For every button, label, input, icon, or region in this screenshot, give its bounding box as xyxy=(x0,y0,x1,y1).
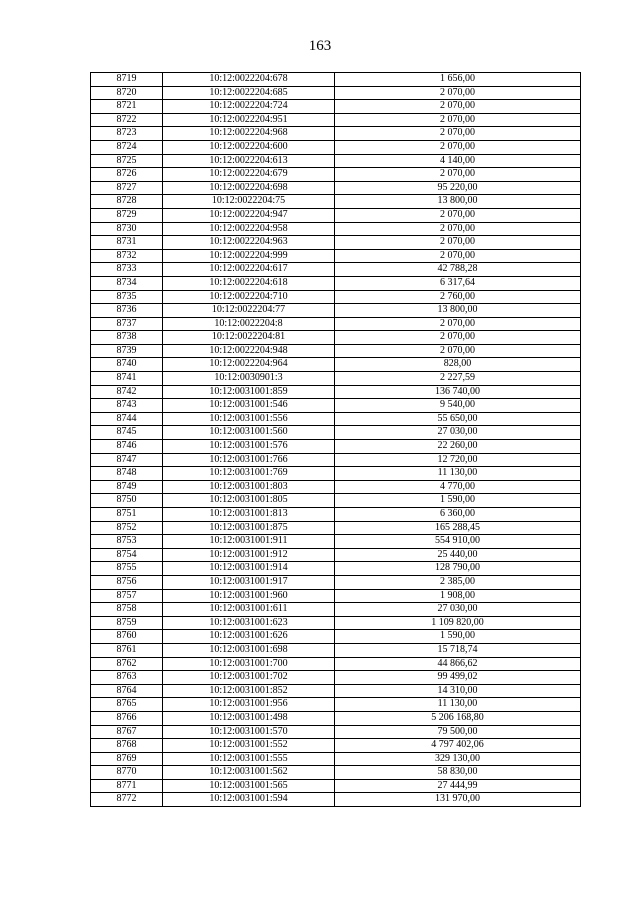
table-row xyxy=(91,739,581,753)
cadastral-number-cell: 10:12:0022204:963 xyxy=(163,236,335,250)
row-number-cell: 8736 xyxy=(91,304,163,318)
cadastral-value-cell: 131 970,00 xyxy=(335,793,581,807)
cadastral-value-cell: 1 590,00 xyxy=(335,630,581,644)
cadastral-value-cell: 2 070,00 xyxy=(335,100,581,114)
table-row xyxy=(91,86,581,100)
cadastral-value-cell: 828,00 xyxy=(335,358,581,372)
cadastral-number-cell: 10:12:0031001:556 xyxy=(163,412,335,426)
table-row xyxy=(91,521,581,535)
row-number-cell: 8720 xyxy=(91,86,163,100)
cadastral-number-cell: 10:12:0031001:611 xyxy=(163,603,335,617)
cadastral-value-cell: 25 440,00 xyxy=(335,548,581,562)
row-number-cell: 8769 xyxy=(91,752,163,766)
table-row xyxy=(91,304,581,318)
cadastral-number-cell: 10:12:0022204:613 xyxy=(163,154,335,168)
cadastral-number-cell: 10:12:0022204:964 xyxy=(163,358,335,372)
cadastral-value-cell: 2 070,00 xyxy=(335,317,581,331)
cadastral-number-cell: 10:12:0022204:951 xyxy=(163,113,335,127)
cadastral-value-cell: 22 260,00 xyxy=(335,440,581,454)
table-row xyxy=(91,222,581,236)
row-number-cell: 8767 xyxy=(91,725,163,739)
cadastral-number-cell: 10:12:0022204:600 xyxy=(163,140,335,154)
cadastral-value-cell: 27 030,00 xyxy=(335,426,581,440)
cadastral-value-cell: 165 288,45 xyxy=(335,521,581,535)
cadastral-value-cell: 1 109 820,00 xyxy=(335,616,581,630)
cadastral-value-cell: 99 499,02 xyxy=(335,671,581,685)
row-number-cell: 8754 xyxy=(91,548,163,562)
row-number-cell: 8740 xyxy=(91,358,163,372)
row-number-cell: 8725 xyxy=(91,154,163,168)
cadastral-number-cell: 10:12:0031001:960 xyxy=(163,589,335,603)
row-number-cell: 8749 xyxy=(91,480,163,494)
cadastral-value-cell: 2 070,00 xyxy=(335,86,581,100)
cadastral-value-cell: 6 360,00 xyxy=(335,508,581,522)
cadastral-number-cell: 10:12:0022204:968 xyxy=(163,127,335,141)
cadastral-value-table xyxy=(90,72,581,807)
cadastral-number-cell: 10:12:0031001:914 xyxy=(163,562,335,576)
cadastral-number-cell: 10:12:0022204:617 xyxy=(163,263,335,277)
table-row xyxy=(91,263,581,277)
cadastral-number-cell: 10:12:0031001:803 xyxy=(163,480,335,494)
row-number-cell: 8731 xyxy=(91,236,163,250)
table-row xyxy=(91,440,581,454)
cadastral-value-cell: 79 500,00 xyxy=(335,725,581,739)
cadastral-value-cell: 2 385,00 xyxy=(335,575,581,589)
table-row xyxy=(91,399,581,413)
table-row xyxy=(91,562,581,576)
cadastral-number-cell: 10:12:0031001:546 xyxy=(163,399,335,413)
row-number-cell: 8733 xyxy=(91,263,163,277)
row-number-cell: 8723 xyxy=(91,127,163,141)
row-number-cell: 8768 xyxy=(91,739,163,753)
cadastral-number-cell: 10:12:0031001:859 xyxy=(163,385,335,399)
row-number-cell: 8737 xyxy=(91,317,163,331)
row-number-cell: 8727 xyxy=(91,181,163,195)
cadastral-value-cell: 1 908,00 xyxy=(335,589,581,603)
cadastral-number-cell: 10:12:0031001:570 xyxy=(163,725,335,739)
row-number-cell: 8753 xyxy=(91,535,163,549)
cadastral-number-cell: 10:12:0031001:576 xyxy=(163,440,335,454)
table-row xyxy=(91,752,581,766)
row-number-cell: 8752 xyxy=(91,521,163,535)
table-row xyxy=(91,412,581,426)
table-row xyxy=(91,711,581,725)
table-row xyxy=(91,453,581,467)
row-number-cell: 8732 xyxy=(91,249,163,263)
row-number-cell: 8739 xyxy=(91,344,163,358)
cadastral-value-cell: 11 130,00 xyxy=(335,467,581,481)
cadastral-value-cell: 2 070,00 xyxy=(335,140,581,154)
cadastral-value-cell: 329 130,00 xyxy=(335,752,581,766)
table-row xyxy=(91,154,581,168)
cadastral-value-cell: 9 540,00 xyxy=(335,399,581,413)
table-row xyxy=(91,331,581,345)
cadastral-value-cell: 2 070,00 xyxy=(335,344,581,358)
cadastral-value-cell: 2 070,00 xyxy=(335,113,581,127)
cadastral-number-cell: 10:12:0031001:805 xyxy=(163,494,335,508)
cadastral-value-cell: 42 788,28 xyxy=(335,263,581,277)
cadastral-number-cell: 10:12:0022204:679 xyxy=(163,168,335,182)
cadastral-value-cell: 1 590,00 xyxy=(335,494,581,508)
table-row xyxy=(91,589,581,603)
table-row xyxy=(91,698,581,712)
cadastral-number-cell: 10:12:0031001:852 xyxy=(163,684,335,698)
table-body xyxy=(91,73,581,807)
table-row xyxy=(91,276,581,290)
cadastral-number-cell: 10:12:0022204:710 xyxy=(163,290,335,304)
table-row xyxy=(91,236,581,250)
cadastral-number-cell: 10:12:0031001:917 xyxy=(163,575,335,589)
cadastral-number-cell: 10:12:0022204:81 xyxy=(163,331,335,345)
table-row xyxy=(91,113,581,127)
cadastral-number-cell: 10:12:0022204:698 xyxy=(163,181,335,195)
row-number-cell: 8750 xyxy=(91,494,163,508)
row-number-cell: 8771 xyxy=(91,779,163,793)
cadastral-number-cell: 10:12:0022204:947 xyxy=(163,208,335,222)
row-number-cell: 8757 xyxy=(91,589,163,603)
cadastral-number-cell: 10:12:0031001:766 xyxy=(163,453,335,467)
table-row xyxy=(91,249,581,263)
row-number-cell: 8729 xyxy=(91,208,163,222)
cadastral-value-cell: 2 070,00 xyxy=(335,236,581,250)
table-row xyxy=(91,208,581,222)
table-row xyxy=(91,344,581,358)
cadastral-value-cell: 11 130,00 xyxy=(335,698,581,712)
cadastral-value-cell: 4 140,00 xyxy=(335,154,581,168)
row-number-cell: 8755 xyxy=(91,562,163,576)
cadastral-number-cell: 10:12:0031001:594 xyxy=(163,793,335,807)
cadastral-number-cell: 10:12:0031001:626 xyxy=(163,630,335,644)
cadastral-number-cell: 10:12:0031001:875 xyxy=(163,521,335,535)
table-row xyxy=(91,480,581,494)
cadastral-number-cell: 10:12:0031001:702 xyxy=(163,671,335,685)
cadastral-value-cell: 27 444,99 xyxy=(335,779,581,793)
table-row xyxy=(91,385,581,399)
table-row xyxy=(91,372,581,386)
table-row xyxy=(91,643,581,657)
cadastral-value-cell: 44 866,62 xyxy=(335,657,581,671)
row-number-cell: 8764 xyxy=(91,684,163,698)
table-row xyxy=(91,426,581,440)
row-number-cell: 8766 xyxy=(91,711,163,725)
table-row xyxy=(91,671,581,685)
row-number-cell: 8756 xyxy=(91,575,163,589)
row-number-cell: 8770 xyxy=(91,766,163,780)
cadastral-value-cell: 13 800,00 xyxy=(335,304,581,318)
table-row xyxy=(91,168,581,182)
row-number-cell: 8719 xyxy=(91,73,163,87)
cadastral-value-cell: 136 740,00 xyxy=(335,385,581,399)
cadastral-value-cell: 58 830,00 xyxy=(335,766,581,780)
cadastral-value-cell: 2 070,00 xyxy=(335,222,581,236)
cadastral-value-cell: 128 790,00 xyxy=(335,562,581,576)
cadastral-number-cell: 10:12:0031001:552 xyxy=(163,739,335,753)
cadastral-number-cell: 10:12:0022204:685 xyxy=(163,86,335,100)
cadastral-value-cell: 14 310,00 xyxy=(335,684,581,698)
cadastral-value-cell: 5 206 168,80 xyxy=(335,711,581,725)
table-row xyxy=(91,317,581,331)
row-number-cell: 8760 xyxy=(91,630,163,644)
cadastral-number-cell: 10:12:0031001:956 xyxy=(163,698,335,712)
cadastral-number-cell: 10:12:0031001:912 xyxy=(163,548,335,562)
table-row xyxy=(91,181,581,195)
cadastral-number-cell: 10:12:0031001:813 xyxy=(163,508,335,522)
row-number-cell: 8738 xyxy=(91,331,163,345)
cadastral-value-cell: 6 317,64 xyxy=(335,276,581,290)
table-row xyxy=(91,603,581,617)
row-number-cell: 8728 xyxy=(91,195,163,209)
cadastral-value-cell: 4 770,00 xyxy=(335,480,581,494)
cadastral-value-cell: 2 760,00 xyxy=(335,290,581,304)
table-row xyxy=(91,290,581,304)
row-number-cell: 8722 xyxy=(91,113,163,127)
table-row xyxy=(91,630,581,644)
row-number-cell: 8742 xyxy=(91,385,163,399)
table-row xyxy=(91,548,581,562)
table-row xyxy=(91,684,581,698)
cadastral-value-cell: 2 070,00 xyxy=(335,249,581,263)
row-number-cell: 8747 xyxy=(91,453,163,467)
cadastral-value-cell: 12 720,00 xyxy=(335,453,581,467)
cadastral-number-cell: 10:12:0022204:948 xyxy=(163,344,335,358)
cadastral-value-cell: 4 797 402,06 xyxy=(335,739,581,753)
row-number-cell: 8745 xyxy=(91,426,163,440)
cadastral-number-cell: 10:12:0030901:3 xyxy=(163,372,335,386)
cadastral-value-cell: 2 070,00 xyxy=(335,168,581,182)
table-row xyxy=(91,657,581,671)
cadastral-value-cell: 27 030,00 xyxy=(335,603,581,617)
table-row xyxy=(91,494,581,508)
cadastral-number-cell: 10:12:0031001:911 xyxy=(163,535,335,549)
table-row xyxy=(91,779,581,793)
table-row xyxy=(91,793,581,807)
cadastral-value-cell: 2 070,00 xyxy=(335,208,581,222)
cadastral-value-cell: 55 650,00 xyxy=(335,412,581,426)
table-row xyxy=(91,358,581,372)
cadastral-number-cell: 10:12:0031001:560 xyxy=(163,426,335,440)
row-number-cell: 8763 xyxy=(91,671,163,685)
cadastral-value-cell: 15 718,74 xyxy=(335,643,581,657)
row-number-cell: 8735 xyxy=(91,290,163,304)
cadastral-number-cell: 10:12:0022204:999 xyxy=(163,249,335,263)
table-row xyxy=(91,725,581,739)
row-number-cell: 8746 xyxy=(91,440,163,454)
cadastral-number-cell: 10:12:0022204:77 xyxy=(163,304,335,318)
cadastral-number-cell: 10:12:0031001:555 xyxy=(163,752,335,766)
cadastral-value-cell: 1 656,00 xyxy=(335,73,581,87)
table-row xyxy=(91,467,581,481)
cadastral-value-cell: 554 910,00 xyxy=(335,535,581,549)
row-number-cell: 8741 xyxy=(91,372,163,386)
cadastral-value-cell: 2 227,59 xyxy=(335,372,581,386)
cadastral-value-cell: 95 220,00 xyxy=(335,181,581,195)
row-number-cell: 8721 xyxy=(91,100,163,114)
row-number-cell: 8734 xyxy=(91,276,163,290)
table-row xyxy=(91,766,581,780)
cadastral-number-cell: 10:12:0022204:724 xyxy=(163,100,335,114)
table-row xyxy=(91,616,581,630)
cadastral-number-cell: 10:12:0022204:8 xyxy=(163,317,335,331)
cadastral-number-cell: 10:12:0031001:700 xyxy=(163,657,335,671)
table-row xyxy=(91,575,581,589)
cadastral-number-cell: 10:12:0022204:958 xyxy=(163,222,335,236)
table-row xyxy=(91,508,581,522)
table-row xyxy=(91,127,581,141)
cadastral-number-cell: 10:12:0031001:769 xyxy=(163,467,335,481)
cadastral-number-cell: 10:12:0022204:678 xyxy=(163,73,335,87)
cadastral-value-cell: 2 070,00 xyxy=(335,331,581,345)
row-number-cell: 8761 xyxy=(91,643,163,657)
table-row xyxy=(91,535,581,549)
table-row xyxy=(91,140,581,154)
row-number-cell: 8744 xyxy=(91,412,163,426)
cadastral-number-cell: 10:12:0031001:562 xyxy=(163,766,335,780)
table-row xyxy=(91,73,581,87)
table-row xyxy=(91,195,581,209)
row-number-cell: 8772 xyxy=(91,793,163,807)
cadastral-number-cell: 10:12:0031001:498 xyxy=(163,711,335,725)
table-row xyxy=(91,100,581,114)
page-number: 163 xyxy=(308,38,332,54)
cadastral-number-cell: 10:12:0031001:698 xyxy=(163,643,335,657)
row-number-cell: 8751 xyxy=(91,508,163,522)
cadastral-number-cell: 10:12:0031001:565 xyxy=(163,779,335,793)
row-number-cell: 8726 xyxy=(91,168,163,182)
row-number-cell: 8748 xyxy=(91,467,163,481)
cadastral-number-cell: 10:12:0031001:623 xyxy=(163,616,335,630)
row-number-cell: 8730 xyxy=(91,222,163,236)
row-number-cell: 8724 xyxy=(91,140,163,154)
row-number-cell: 8765 xyxy=(91,698,163,712)
cadastral-value-cell: 2 070,00 xyxy=(335,127,581,141)
row-number-cell: 8762 xyxy=(91,657,163,671)
row-number-cell: 8758 xyxy=(91,603,163,617)
cadastral-number-cell: 10:12:0022204:618 xyxy=(163,276,335,290)
row-number-cell: 8759 xyxy=(91,616,163,630)
row-number-cell: 8743 xyxy=(91,399,163,413)
cadastral-number-cell: 10:12:0022204:75 xyxy=(163,195,335,209)
cadastral-value-cell: 13 800,00 xyxy=(335,195,581,209)
